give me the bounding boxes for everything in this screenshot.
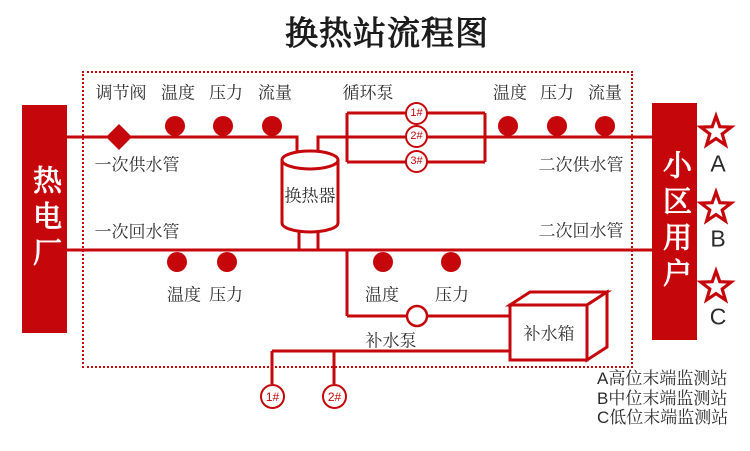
station-legend [597,369,728,428]
secondary-return-pipe-label: 二次回水管 [538,221,624,241]
legend-line-c: C低位末端监测站 [597,408,729,427]
makeup-tank-label: 补水箱 [523,324,575,344]
regulating-valve-icon [106,124,132,150]
secondary-return-temperature-label: 温度 [365,285,399,305]
legend-line-b: B中位末端监测站 [597,388,728,408]
primary-return-pressure-sensor-dot [217,252,237,272]
heat-exchanger-label: 换热器 [284,186,336,206]
primary-supply-flow-label: 流量 [258,83,292,103]
legend-line-a: A高位末端监测站 [597,369,728,388]
station-c-label: C [709,303,727,330]
makeup-pump-icon [407,306,427,326]
secondary-return-temperature-sensor-dot [373,252,393,272]
secondary-supply-pressure-label: 压力 [540,83,574,103]
secondary-supply-temperature-sensor-dot [498,116,518,136]
primary-return-temperature-sensor-dot [167,252,187,272]
makeup-tank-side-face [587,292,607,360]
secondary-supply-pressure-sensor-dot [547,116,567,136]
primary-supply-pressure-label: 压力 [209,83,243,103]
secondary-supply-pipe-label: 二次供水管 [538,155,624,175]
secondary-return-pressure-sensor-dot [441,252,461,272]
primary-return-pipe-label: 一次回水管 [94,222,180,242]
circulation-pump-label: 循环泵 [342,83,394,103]
thermal-plant-label: 热电厂 [29,165,61,273]
secondary-supply-flow-label: 流量 [588,83,622,103]
circulation-pump-2-node: 2# [405,125,428,148]
primary-return-pressure-label: 压力 [209,285,243,305]
heat-exchanger-cylinder-top [282,151,338,169]
station-a-label: A [710,150,726,177]
secondary-return-pressure-label: 压力 [435,285,469,305]
makeup-pump-label: 补水泵 [365,331,417,351]
primary-supply-pipe-label: 一次供水管 [94,155,180,175]
page-title: 换热站流程图 [285,14,489,52]
primary-supply-temperature-sensor-dot [165,116,185,136]
terminal-point-2-node: 2# [322,384,347,409]
community-users-label: 小区用户 [659,149,691,294]
station-b-star-icon [701,192,731,221]
circulation-pump-1-node: 1# [405,102,428,125]
regulating-valve-label: 调节阀 [95,83,147,103]
primary-return-temperature-label: 温度 [167,285,201,305]
terminal-point-1-node: 1# [260,384,285,409]
station-b-label: B [710,225,726,252]
secondary-supply-temperature-label: 温度 [493,83,527,103]
station-c-star-icon [701,271,731,300]
thermal-plant-bar [22,105,67,333]
station-a-star-icon [701,116,731,145]
circulation-pump-3-node: 3# [405,150,428,173]
primary-supply-temperature-label: 温度 [161,83,195,103]
secondary-supply-flow-sensor-dot [595,116,615,136]
terminal-branch-line [272,351,510,384]
community-users-bar [652,103,697,340]
primary-supply-pressure-sensor-dot [213,116,233,136]
primary-supply-flow-sensor-dot [262,116,282,136]
